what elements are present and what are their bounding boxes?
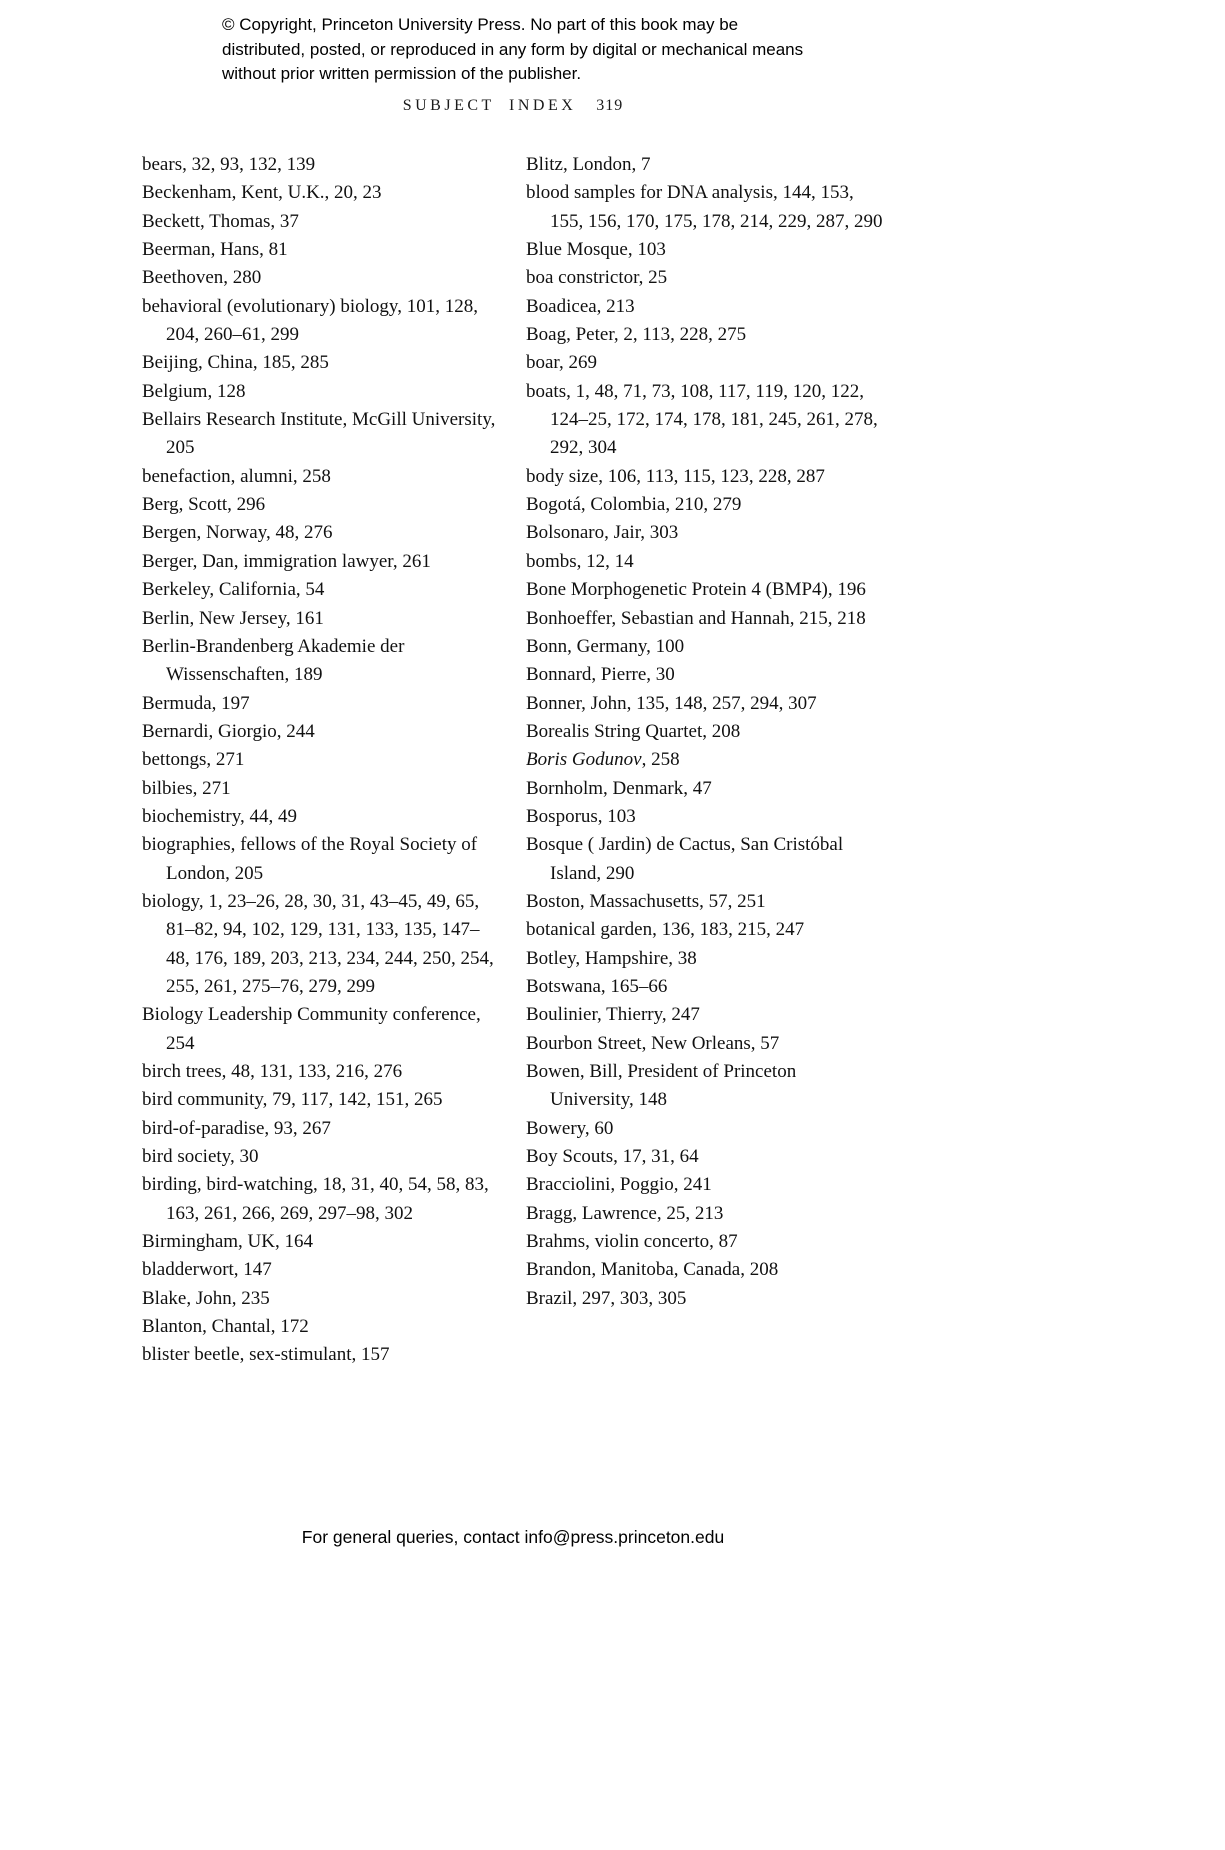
- copyright-notice: © Copyright, Princeton University Press. No part of this book may be distributed, posted, or reproduced in any form by digital or mechanical means without prior written permission of the publisher.: [222, 15, 804, 83]
- index-entry: Brandon, Manitoba, Canada, 208: [526, 1259, 779, 1281]
- index-entry: Brazil, 297, 303, 305: [526, 1287, 687, 1309]
- index-entry: Boston, Massachusetts, 57, 251: [526, 890, 766, 912]
- index-entry: biographies, fellows of the Royal Society of London, 205: [142, 834, 478, 884]
- index-header: [142, 97, 884, 115]
- index-entry: bears, 32, 93, 132, 139: [142, 154, 316, 175]
- index-entry: blood samples for DNA analysis, 144, 153, 155, 156, 170, 175, 178, 214, 229, 287, 290: [526, 182, 883, 232]
- index-entry: Biology Leadership Community conference, 254: [142, 1004, 481, 1054]
- index-entry: bird society, 30: [142, 1146, 259, 1168]
- footer-contact: For general queries, contact info@press.princeton.edu: [301, 1527, 725, 1547]
- index-right-column: [526, 151, 884, 1370]
- index-entry: Berlin-Brandenberg Akademie der Wissenschaften, 189: [142, 635, 405, 686]
- index-entry: Bergen, Norway, 48, 276: [142, 522, 333, 544]
- index-entry: Bermuda, 197: [142, 692, 250, 714]
- index-entry: body size, 106, 113, 115, 123, 228, 287: [526, 465, 825, 487]
- page-number: 319: [596, 97, 624, 114]
- index-entry: Bone Morphogenetic Protein 4 (BMP4), 196: [526, 579, 866, 601]
- index-entry: Brahms, violin concerto, 87: [526, 1231, 738, 1253]
- page-content: [142, 97, 884, 1370]
- index-entry: [526, 746, 884, 774]
- index-entry: bird-of-paradise, 93, 267: [142, 1117, 331, 1139]
- index-entry: Bonhoeffer, Sebastian and Hannah, 215, 218: [526, 607, 866, 629]
- index-entry: Berlin, New Jersey, 161: [142, 607, 324, 629]
- index-entry-text: , 258: [641, 749, 680, 771]
- index-entry: Beerman, Hans, 81: [142, 239, 288, 261]
- index-entry: Bourbon Street, New Orleans, 57: [526, 1032, 780, 1054]
- index-entry: Blanton, Chantal, 172: [142, 1316, 309, 1338]
- index-entry: boa constrictor, 25: [526, 267, 668, 289]
- index-entry: Boadicea, 213: [526, 295, 635, 317]
- index-entry: Beethoven, 280: [142, 267, 262, 289]
- index-entry: Bernardi, Giorgio, 244: [142, 720, 315, 742]
- index-entry: Bellairs Research Institute, McGill University, 205: [142, 409, 496, 459]
- index-entry: botanical garden, 136, 183, 215, 247: [526, 919, 805, 941]
- index-entry: Birmingham, UK, 164: [142, 1231, 313, 1253]
- index-entry: biochemistry, 44, 49: [142, 805, 297, 827]
- index-entry: benefaction, alumni, 258: [142, 465, 331, 487]
- index-entry: Blitz, London, 7: [526, 154, 651, 175]
- index-entry: Beijing, China, 185, 285: [142, 352, 329, 374]
- index-left-column: [142, 151, 500, 1370]
- index-entry: Botley, Hampshire, 38: [526, 947, 697, 969]
- index-entry: Bowen, Bill, President of Princeton University, 148: [526, 1061, 797, 1111]
- index-entry: Bogotá, Colombia, 210, 279: [526, 494, 742, 516]
- index-entry: boats, 1, 48, 71, 73, 108, 117, 119, 120, 122, 124–25, 172, 174, 178, 181, 245, 261, 278, 292, 304: [526, 380, 878, 459]
- index-entry-italic-title: Boris Godunov: [526, 749, 642, 771]
- index-entry: Belgium, 128: [142, 380, 246, 402]
- index-entry: Bonnard, Pierre, 30: [526, 664, 675, 686]
- index-entry: Beckett, Thomas, 37: [142, 210, 299, 232]
- index-entry: Bowery, 60: [526, 1117, 614, 1139]
- index-entry: bombs, 12, 14: [526, 550, 634, 572]
- index-entry: Berg, Scott, 296: [142, 494, 266, 516]
- index-title: SUBJECT INDEX: [402, 97, 577, 114]
- index-entry: birch trees, 48, 131, 133, 216, 276: [142, 1061, 403, 1082]
- index-entry: bettongs, 271: [142, 749, 245, 771]
- index-entry: Bonner, John, 135, 148, 257, 294, 307: [526, 692, 817, 714]
- index-entry: bilbies, 271: [142, 777, 231, 799]
- index-columns: [142, 151, 884, 1370]
- index-entry: Blake, John, 235: [142, 1287, 270, 1309]
- index-entry: boar, 269: [526, 352, 597, 374]
- index-entry: behavioral (evolutionary) biology, 101, 128, 204, 260–61, 299: [142, 295, 478, 346]
- index-entry: biology, 1, 23–26, 28, 30, 31, 43–45, 49, 65, 81–82, 94, 102, 129, 131, 133, 135, 147–48, 176, 189, 203, 213, 234, 244, 250, 254, 255, 261, 275–76, 279, 299: [142, 890, 494, 997]
- index-entry: birding, bird-watching, 18, 31, 40, 54, 58, 83, 163, 261, 266, 269, 297–98, 302: [142, 1174, 489, 1224]
- index-entry: bladderwort, 147: [142, 1259, 272, 1281]
- index-entry: Boulinier, Thierry, 247: [526, 1004, 700, 1026]
- index-entry: Bolsonaro, Jair, 303: [526, 522, 679, 544]
- index-entry: Bragg, Lawrence, 25, 213: [526, 1202, 724, 1224]
- index-entry: Berger, Dan, immigration lawyer, 261: [142, 550, 431, 572]
- index-entry: Bosque ( Jardin) de Cactus, San Cristóbal Island, 290: [526, 834, 844, 884]
- index-entry: blister beetle, sex-stimulant, 157: [142, 1344, 390, 1366]
- index-entry: bird community, 79, 117, 142, 151, 265: [142, 1089, 443, 1111]
- index-entry: Beckenham, Kent, U.K., 20, 23: [142, 182, 382, 204]
- index-entry: Borealis String Quartet, 208: [526, 720, 741, 742]
- index-entry: Bonn, Germany, 100: [526, 635, 685, 657]
- index-entry: Bracciolini, Poggio, 241: [526, 1174, 712, 1196]
- index-entry: Bornholm, Denmark, 47: [526, 777, 712, 799]
- index-entry: Boy Scouts, 17, 31, 64: [526, 1146, 699, 1168]
- index-entry: Berkeley, California, 54: [142, 579, 325, 601]
- index-entry: Bosporus, 103: [526, 805, 636, 827]
- index-entry: Boag, Peter, 2, 113, 228, 275: [526, 324, 747, 346]
- index-entry: Blue Mosque, 103: [526, 239, 666, 261]
- index-entry: Botswana, 165–66: [526, 975, 668, 997]
